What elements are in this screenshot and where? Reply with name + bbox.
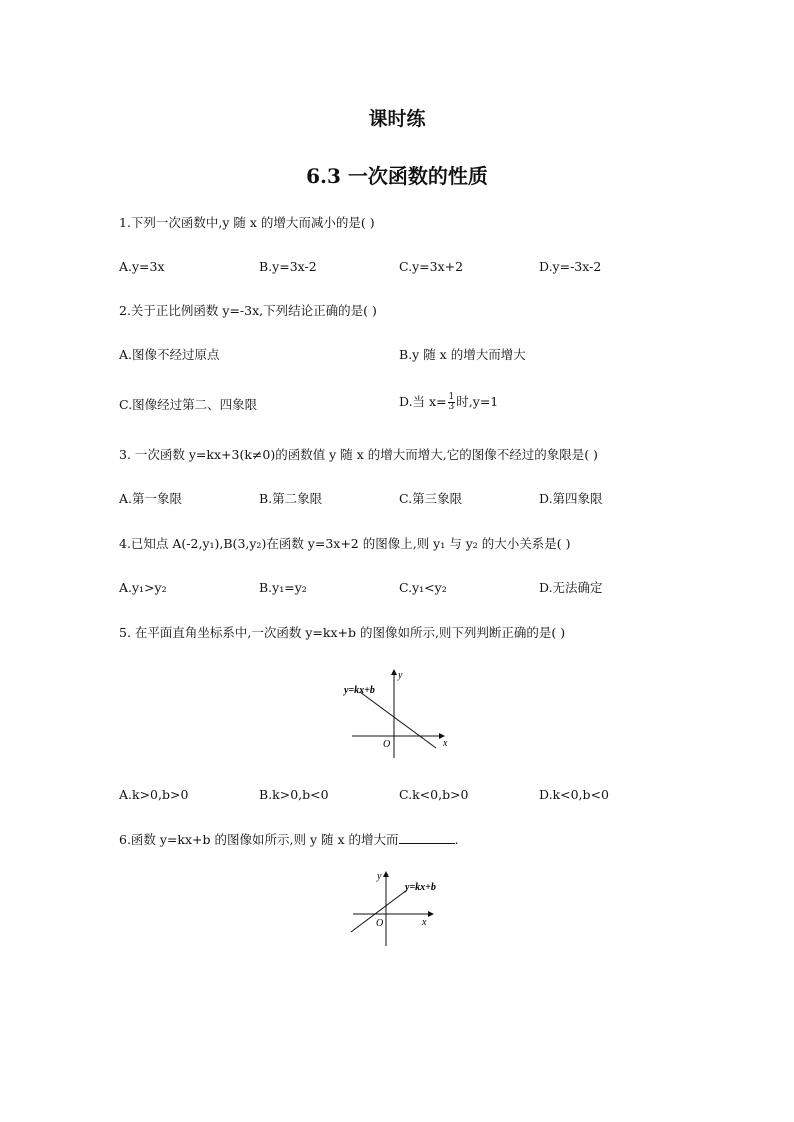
question-4-option-b: B.y₁=y₂ <box>259 580 307 595</box>
question-5-stem: 5. 在平面直角坐标系中,一次函数 y=kx+b 的图像如所示,则下列判断正确的是( ) <box>119 625 566 640</box>
x-axis-label: x <box>443 738 448 749</box>
line-label: y=kx+b <box>344 685 375 696</box>
question-3-option-b: B.第二象限 <box>259 491 323 506</box>
y-axis-label: y <box>398 670 403 681</box>
section-title: 6.3 一次函数的性质 <box>306 164 488 188</box>
question-3-option-c: C.第三象限 <box>399 491 463 506</box>
question-6-stem-end: . <box>454 832 459 847</box>
question-1-option-a: A.y=3x <box>119 259 165 274</box>
question-6-graph <box>345 866 445 948</box>
question-1-option-c: C.y=3x+2 <box>399 259 464 274</box>
y-axis-label: y <box>377 871 382 882</box>
question-2-option-a: A.图像不经过原点 <box>119 347 220 362</box>
fraction <box>448 393 456 412</box>
question-1-option-b: B.y=3x-2 <box>259 259 317 274</box>
question-3-stem: 3. 一次函数 y=kx+3(k≠0)的函数值 y 随 x 的增大而增大,它的图像不经过的象限是( ) <box>119 447 598 462</box>
question-4-option-a: A.y₁>y₂ <box>119 580 167 595</box>
line-label: y=kx+b <box>405 882 436 893</box>
question-5-graph <box>338 660 458 760</box>
question-5-option-b: B.k>0,b<0 <box>259 787 329 802</box>
question-6-stem-text: 6.函数 y=kx+b 的图像如所示,则 y 随 x 的增大而 <box>119 832 399 847</box>
question-2-option-d <box>399 393 498 412</box>
question-6-stem <box>119 832 458 848</box>
function-line <box>360 692 436 748</box>
fraction-numerator: 1 <box>448 392 455 402</box>
question-4-option-d: D.无法确定 <box>539 580 603 595</box>
question-2-option-d-suffix: 时,y=1 <box>456 394 499 409</box>
fraction-denominator: 3 <box>448 402 455 412</box>
question-3-option-d: D.第四象限 <box>539 491 603 506</box>
x-axis-label: x <box>422 917 427 928</box>
question-2-stem: 2.关于正比例函数 y=-3x,下列结论正确的是( ) <box>119 303 377 318</box>
question-5-option-d: D.k<0,b<0 <box>539 787 609 802</box>
origin-label: O <box>376 918 384 929</box>
origin-label: O <box>383 739 391 750</box>
question-3-option-a: A.第一象限 <box>119 491 183 506</box>
page-title: 课时练 <box>368 108 426 130</box>
question-5-option-c: C.k<0,b>0 <box>399 787 469 802</box>
question-4-option-c: C.y₁<y₂ <box>399 580 447 595</box>
question-1-stem: 1.下列一次函数中,y 随 x 的增大而减小的是( ) <box>119 215 375 230</box>
question-5-option-a: A.k>0,b>0 <box>119 787 189 802</box>
answer-blank[interactable] <box>399 833 455 844</box>
question-1-option-d: D.y=-3x-2 <box>539 259 602 274</box>
question-2-option-d-prefix: D.当 x= <box>399 394 447 409</box>
question-4-stem: 4.已知点 A(-2,y₁),B(3,y₂)在函数 y=3x+2 的图像上,则 y₁ 与 y₂ 的大小关系是( ) <box>119 536 571 551</box>
question-2-option-c: C.图像经过第二、四象限 <box>119 397 258 412</box>
question-2-option-b: B.y 随 x 的增大而增大 <box>399 347 526 362</box>
